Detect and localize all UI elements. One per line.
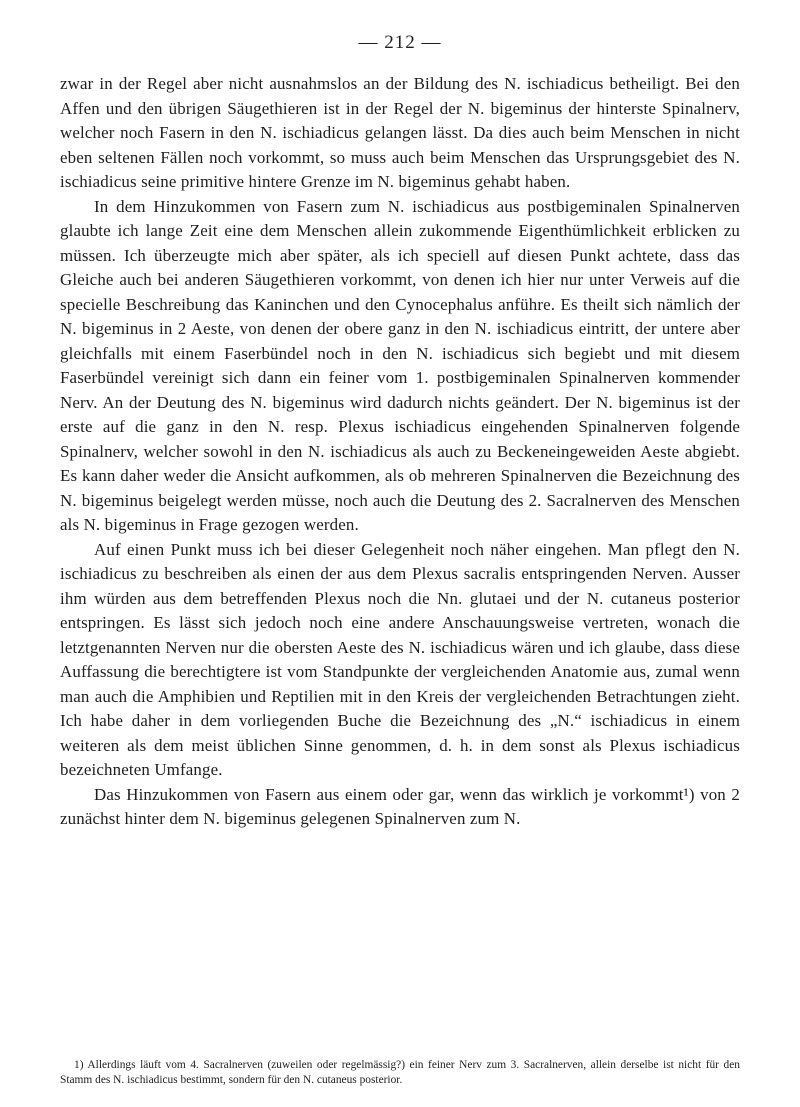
footnote-1: 1) Allerdings läuft vom 4. Sacralnerven (zuweilen oder regelmässig?) ein feiner Nerv zum 3. Sacralnerven, allein derselbe ist nicht für den Stamm des N. ischiadicus bestimmt, sondern für den N. cutaneus posterior. bbox=[60, 1059, 740, 1086]
footnotes bbox=[60, 1058, 740, 1088]
page-number: — 212 — bbox=[358, 32, 442, 53]
body-text bbox=[60, 72, 740, 832]
paragraph-4: Das Hinzukommen von Fasern aus einem oder gar, wenn das wirklich je vorkommt¹) von 2 zunächst hinter dem N. bigeminus gelegenen Spinalnerven zum N. bbox=[60, 784, 740, 828]
paragraph-2: In dem Hinzukommen von Fasern zum N. ischiadicus aus postbigeminalen Spinalnerven glaubte ich lange Zeit eine dem Menschen allein zukommende Eigenthümlichkeit erblicken zu müssen. Ich überzeugte mich aber später, als ich speciell auf diesen Punkt achtete, dass das Gleiche auch bei anderen Säugethieren vorkommt, von denen ich hier nur unter Verweis auf die specielle Beschreibung das Kaninchen und den Cynocephalus anführe. Es theilt sich nämlich der N. bigeminus in 2 Aeste, von denen der obere ganz in den N. ischiadicus eintritt, der untere aber gleichfalls mit einem Faserbündel noch in den N. ischiadicus sich begiebt und mit diesem Faserbündel vereinigt sich dann ein feiner vom 1. postbigeminalen Spinalnerven kommender Nerv. An der Deutung des N. bigeminus wird dadurch nichts geändert. Der N. bigeminus ist der erste auf die ganz in den N. resp. Plexus ischiadicus eingehenden Spinalnerven folgende Spinalnerv, welcher sowohl in den N. ischiadicus als auch zu Beckeneingeweiden Aeste abgiebt. Es kann daher weder die Ansicht aufkommen, als ob mehreren Spinalnerven die Bezeichnung des N. bigeminus beigelegt werden müsse, noch auch die Deutung des 2. Sacralnerven des Menschen als N. bigeminus in Frage gezogen werden. bbox=[60, 196, 740, 534]
paragraph-1: zwar in der Regel aber nicht ausnahmslos an der Bildung des N. ischiadicus betheiligt. Bei den Affen und den übrigen Säugethieren ist in der Regel der N. bigeminus der hinterste Spinalnerv, welcher noch Fasern in den N. ischiadicus gelangen lässt. Da dies auch beim Menschen in nicht eben seltenen Fällen noch vorkommt, so muss auch beim Menschen das Ursprungsgebiet des N. ischiadicus seine primitive hintere Grenze im N. bigeminus gehabt haben. bbox=[60, 74, 740, 191]
paragraph-3: Auf einen Punkt muss ich bei dieser Gelegenheit noch näher eingehen. Man pflegt den N. ischiadicus zu beschreiben als einen der aus dem Plexus sacralis entspringenden Nerven. Ausser ihm würden aus dem betreffenden Plexus noch die Nn. glutaei und der N. cutaneus posterior entspringen. Es lässt sich jedoch noch eine andere Anschauungsweise vertreten, wonach die letztgenannten Nerven nur die obersten Aeste des N. ischiadicus wären und ich glaube, dass diese Auffassung die berechtigtere ist vom Standpunkte der vergleichenden Anatomie aus, zumal wenn man auch die Amphibien und Reptilien mit in den Kreis der vergleichenden Betrachtungen zieht. Ich habe daher in dem vorliegenden Buche die Bezeichnung des „N.“ ischiadicus in einem weiteren als dem meist üblichen Sinne genommen, d. h. in dem sonst als Plexus ischiadicus bezeichneten Umfange. bbox=[60, 539, 740, 779]
